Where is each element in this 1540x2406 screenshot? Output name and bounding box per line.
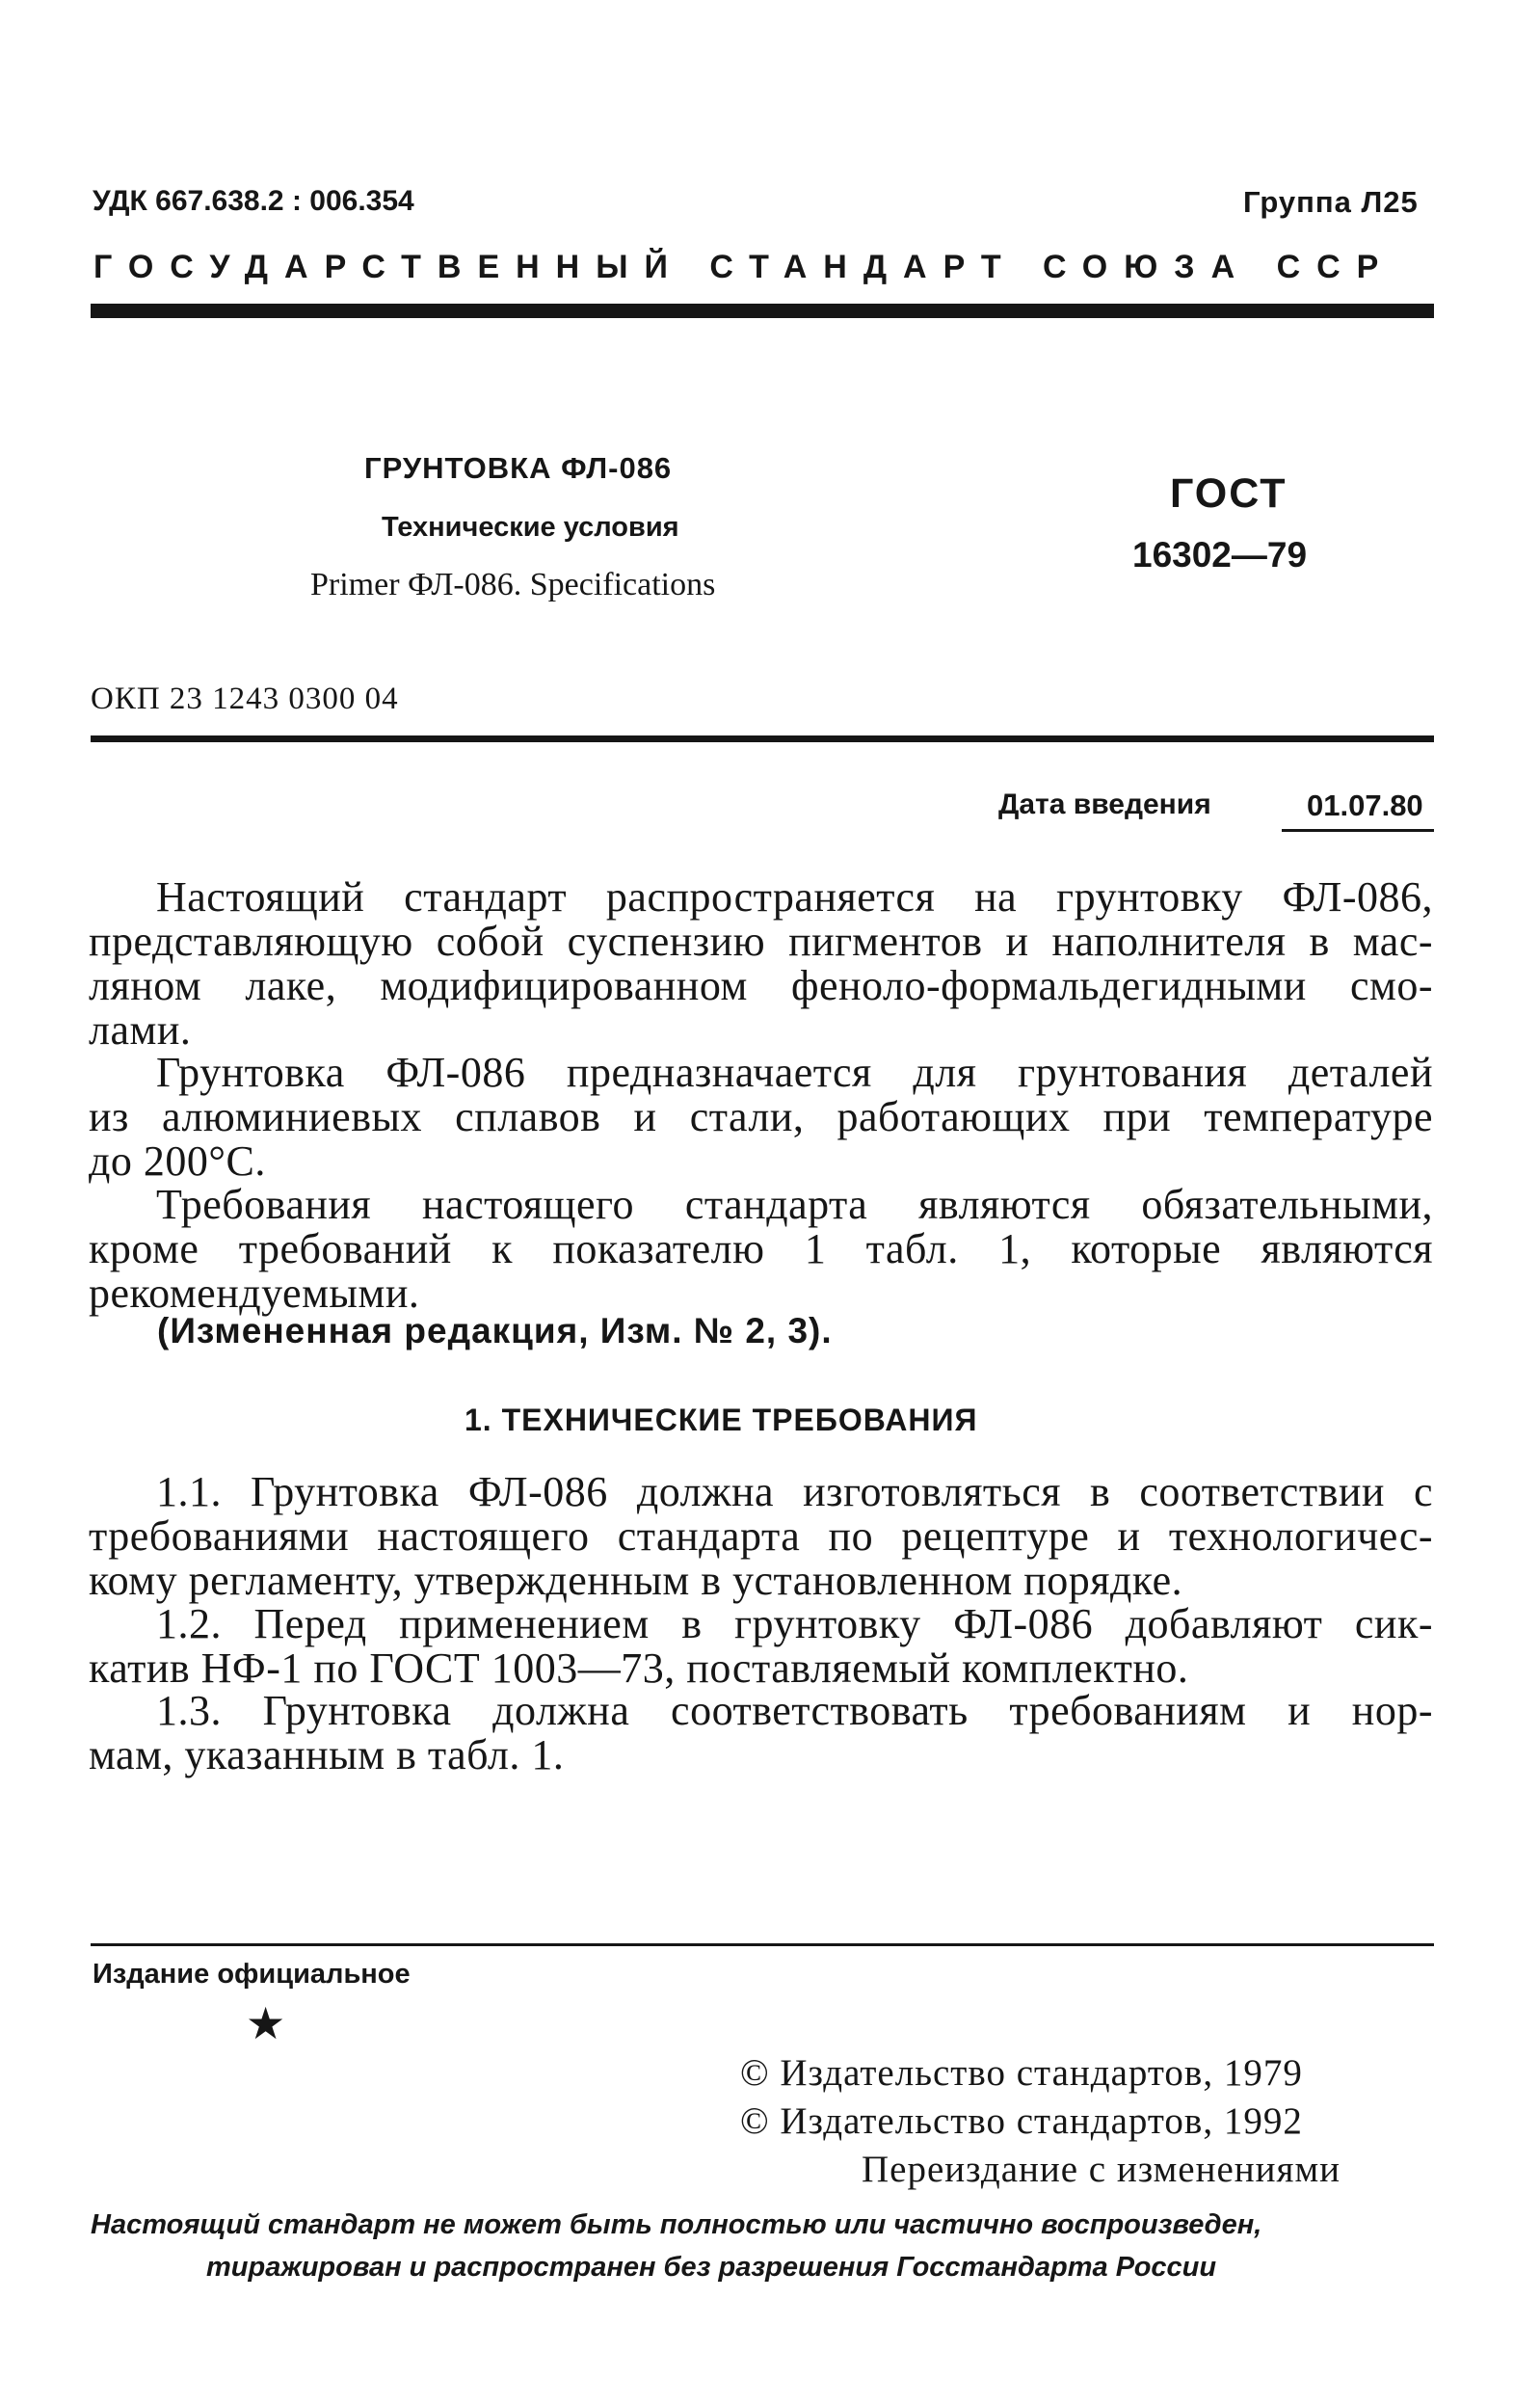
text-line: кроме требований к показателю 1 табл. 1, которые являются [89,1225,1433,1272]
clause-1-1 [89,1470,1433,1603]
text-line: из алюминиевых сплавов и стали, работающих при температуре [89,1093,1433,1140]
udk-code: УДК 667.638.2 : 006.354 [93,185,414,217]
text-line: Требования настоящего стандарта являются обязательными, [156,1181,1433,1228]
text-line: представляющую собой суспензию пигментов и наполнителя в мас- [89,918,1433,965]
english-title: Primer ФЛ-086. Specifications [310,567,716,602]
gost-number: 16302—79 [1132,535,1308,575]
section-heading: 1. ТЕХНИЧЕСКИЕ ТРЕБОВАНИЯ [465,1403,978,1437]
intro-date-value: 01.07.80 [1307,789,1423,822]
text-line: Настоящий стандарт распространяется на грунтовку ФЛ-086, [156,873,1433,921]
text-line: кому регламенту, утвержденным в установленном порядке. [89,1557,1183,1604]
clause-1-3 [89,1689,1433,1778]
text-line: ляном лаке, модифицированном феноло-формальдегидными смо- [89,962,1433,1009]
intro-date-underline [1282,829,1434,832]
text-line: 1.2. Перед применением в грунтовку ФЛ-086 добавляют сик- [156,1600,1433,1647]
text-line: 1.1. Грунтовка ФЛ-086 должна изготовляться в соответствии с [156,1468,1433,1515]
paragraph-scope [89,875,1433,1053]
text-line: мам, указанным в табл. 1. [89,1731,565,1778]
copyright-1979: © Издательство стандартов, 1979 [740,2052,1303,2094]
footer-rule [91,1943,1434,1946]
okp-rule [91,735,1434,742]
text-line: 1.3. Грунтовка должна соответствовать требованиям и нор- [156,1687,1433,1734]
intro-date-label: Дата введения [998,789,1211,820]
text-line: требованиями настоящего стандарта по рецептуре и технологичес- [89,1512,1433,1560]
okp-code: ОКП 23 1243 0300 04 [91,682,399,716]
copyright-1992: © Издательство стандартов, 1992 [740,2100,1303,2142]
reissue-note: Переиздание с изменениями [862,2149,1341,2190]
text-line: до 200°С. [89,1137,266,1185]
paragraph-purpose [89,1051,1433,1184]
group-code: Группа Л25 [1243,185,1419,219]
text-line: лами. [89,1006,192,1054]
text-line: Грунтовка ФЛ-086 предназначается для грунтования деталей [156,1049,1433,1096]
header-rule [91,304,1434,318]
text-line: катив НФ-1 по ГОСТ 1003—73, поставляемый комплектно. [89,1644,1189,1692]
reproduction-notice-line-1: Настоящий стандарт не может быть полностью или частично воспроизведен, [91,2209,1262,2240]
paragraph-requirements [89,1183,1433,1316]
state-standard-title: ГОСУДАРСТВЕННЫЙ СТАНДАРТ СОЮЗА ССР [93,249,1395,285]
document-subtitle: Технические условия [382,512,679,543]
gost-label: ГОСТ [1170,470,1288,517]
star-icon: ★ [246,1997,286,2049]
reproduction-notice-line-2: тиражирован и распространен без разрешения Госстандарта России [206,2252,1217,2283]
text-line: рекомендуемыми. [89,1270,420,1317]
official-edition-label: Издание официальное [93,1959,411,1990]
amendment-note: (Измененная редакция, Изм. № 2, 3). [157,1311,833,1350]
product-name: ГРУНТОВКА ФЛ-086 [364,451,673,485]
clause-1-2 [89,1602,1433,1691]
